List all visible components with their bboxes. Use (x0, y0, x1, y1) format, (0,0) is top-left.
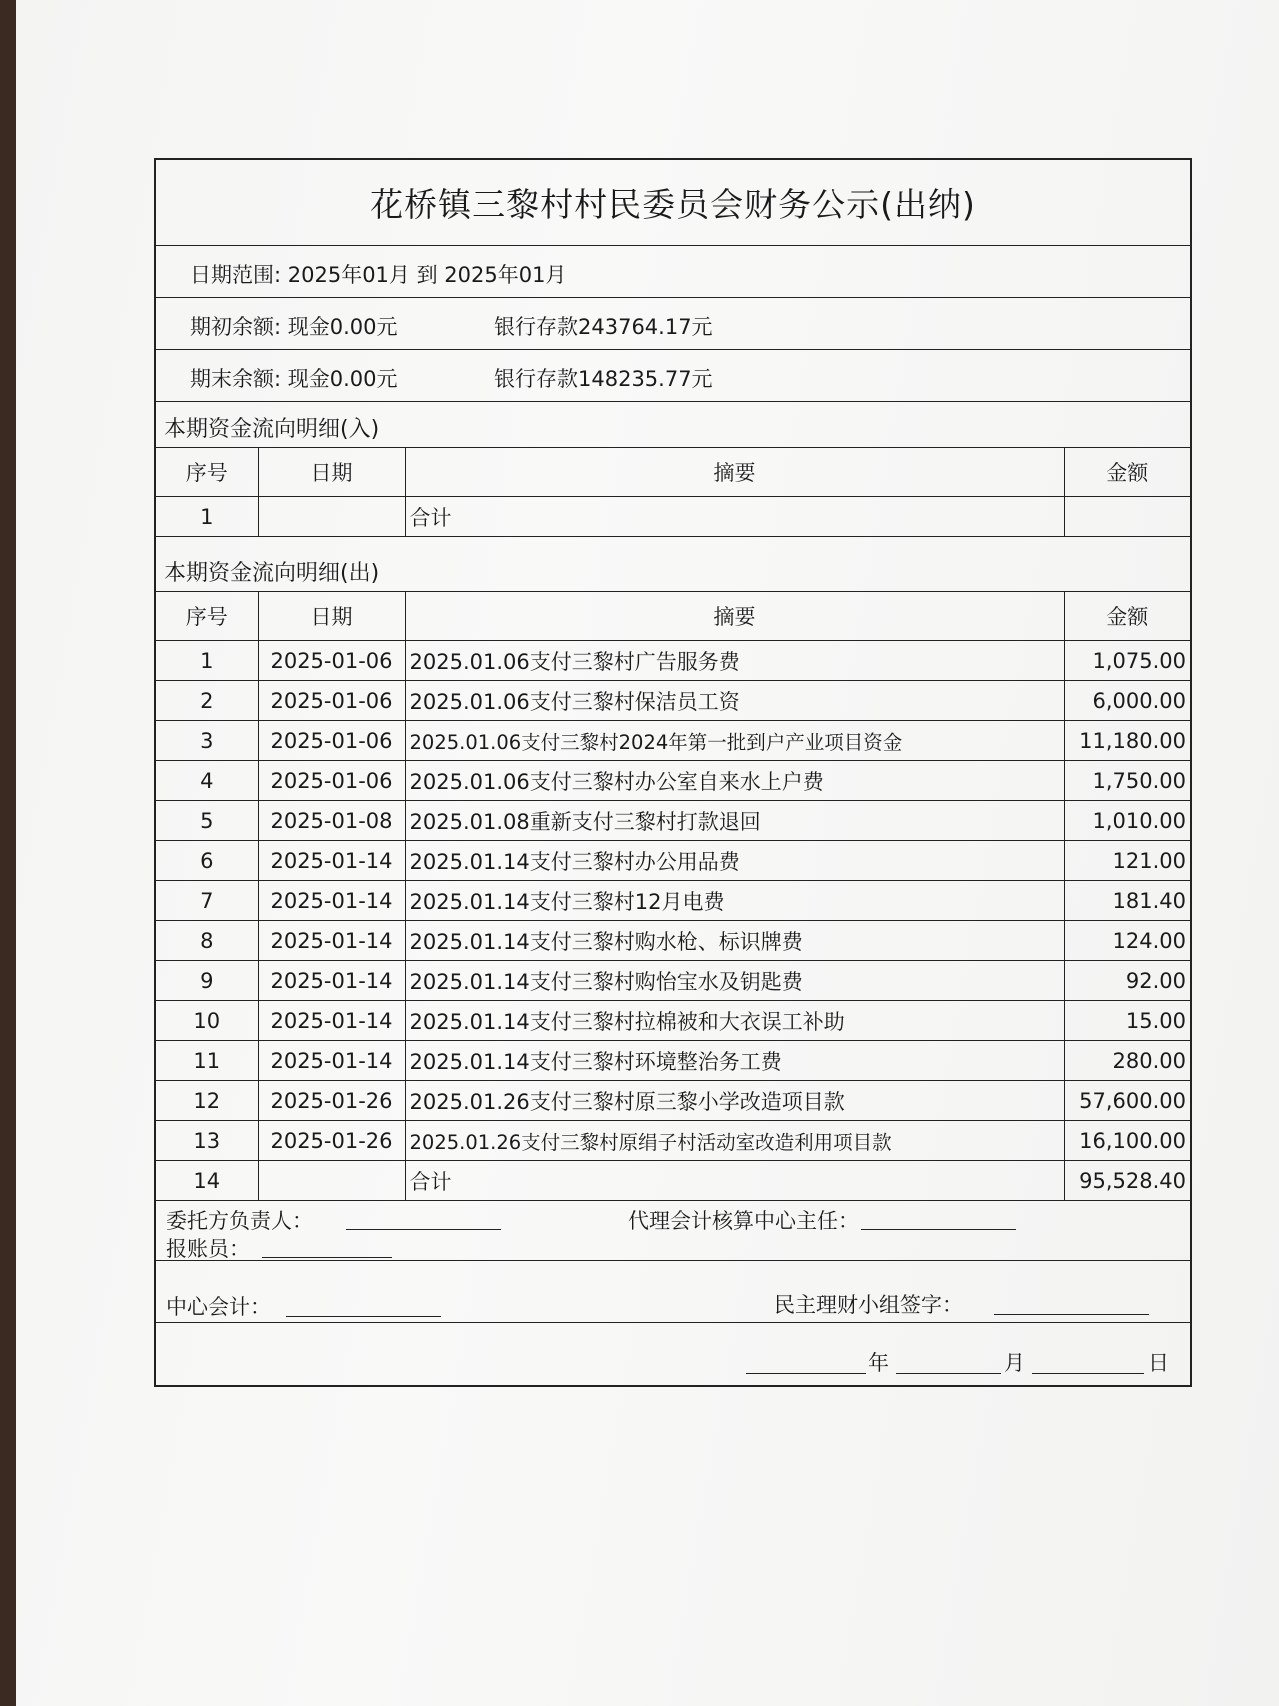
client-head-line (346, 1229, 501, 1230)
income-table (156, 447, 1190, 537)
finance-form (154, 158, 1192, 1387)
expense-section-title: 本期资金流向明细(出) (164, 561, 380, 586)
row-amount: 124.00 (1064, 921, 1190, 961)
row-date: 2025-01-14 (258, 921, 405, 961)
finance-group-line (994, 1314, 1149, 1315)
row-no: 3 (156, 721, 258, 761)
row-no: 1 (156, 641, 258, 681)
row-date: 2025-01-26 (258, 1081, 405, 1121)
row-desc: 合计 (405, 1161, 1064, 1201)
table-row (156, 801, 1190, 841)
paper-sheet (16, 0, 1279, 1706)
row-date: 2025-01-06 (258, 721, 405, 761)
row-no: 8 (156, 921, 258, 961)
row-desc: 2025.01.06支付三黎村保洁员工资 (405, 681, 1064, 721)
table-row (156, 761, 1190, 801)
row-no: 14 (156, 1161, 258, 1201)
center-accountant-line (286, 1316, 441, 1317)
header-no: 序号 (156, 448, 258, 497)
year-label: 年 (868, 1351, 889, 1375)
closing-bank: 银行存款148235.77元 (494, 367, 713, 391)
month-line (896, 1373, 1001, 1374)
center-director-label: 代理会计核算中心主任： (628, 1209, 859, 1233)
row-no: 11 (156, 1041, 258, 1081)
row-no: 13 (156, 1121, 258, 1161)
row-desc: 2025.01.14支付三黎村购水枪、标识牌费 (405, 921, 1064, 961)
month-label: 月 (1004, 1351, 1025, 1375)
row-no: 4 (156, 761, 258, 801)
header-desc: 摘要 (405, 448, 1064, 497)
row-desc: 2025.01.26支付三黎村原绢子村活动室改造利用项目款 (405, 1121, 1064, 1161)
closing-balance-row (156, 350, 1190, 402)
row-date: 2025-01-06 (258, 641, 405, 681)
income-header-row (156, 448, 1190, 497)
row-date: 2025-01-14 (258, 841, 405, 881)
row-amount: 1,075.00 (1064, 641, 1190, 681)
row-amount: 6,000.00 (1064, 681, 1190, 721)
row-amount: 1,010.00 (1064, 801, 1190, 841)
signature-row-2 (156, 1261, 1190, 1323)
row-amount: 121.00 (1064, 841, 1190, 881)
header-desc: 摘要 (405, 592, 1064, 641)
row-date: 2025-01-06 (258, 761, 405, 801)
row-desc: 2025.01.06支付三黎村广告服务费 (405, 641, 1064, 681)
row-date: 2025-01-26 (258, 1121, 405, 1161)
row-amount: 181.40 (1064, 881, 1190, 921)
row-desc: 2025.01.14支付三黎村办公用品费 (405, 841, 1064, 881)
row-amount: 57,600.00 (1064, 1081, 1190, 1121)
page-title: 花桥镇三黎村村民委员会财务公示(出纳) (370, 185, 976, 224)
table-row (156, 641, 1190, 681)
opening-bank: 银行存款243764.17元 (494, 315, 713, 339)
opening-balance-row (156, 298, 1190, 350)
header-date: 日期 (258, 448, 405, 497)
row-no: 5 (156, 801, 258, 841)
day-label: 日 (1148, 1351, 1169, 1375)
table-row (156, 881, 1190, 921)
opening-cash: 期初余额: 现金0.00元 (190, 315, 398, 339)
year-line (746, 1373, 866, 1374)
row-desc: 2025.01.14支付三黎村购怡宝水及钥匙费 (405, 961, 1064, 1001)
row-desc: 2025.01.06支付三黎村2024年第一批到户产业项目资金 (405, 721, 1064, 761)
row-amount (1064, 497, 1190, 537)
row-date (258, 1161, 405, 1201)
row-desc: 2025.01.14支付三黎村12月电费 (405, 881, 1064, 921)
table-row (156, 1001, 1190, 1041)
table-row (156, 681, 1190, 721)
row-amount: 280.00 (1064, 1041, 1190, 1081)
table-row (156, 497, 1190, 537)
row-date: 2025-01-08 (258, 801, 405, 841)
table-row (156, 961, 1190, 1001)
client-head-label: 委托方负责人： (166, 1209, 313, 1233)
header-amount: 金额 (1064, 448, 1190, 497)
row-no: 9 (156, 961, 258, 1001)
row-desc: 2025.01.06支付三黎村办公室自来水上户费 (405, 761, 1064, 801)
row-date: 2025-01-14 (258, 1001, 405, 1041)
date-range-row (156, 246, 1190, 298)
table-row (156, 721, 1190, 761)
table-row (156, 1121, 1190, 1161)
row-date (258, 497, 405, 537)
table-row-total (156, 1161, 1190, 1201)
bookkeeper-line (262, 1257, 392, 1258)
row-desc: 2025.01.26支付三黎村原三黎小学改造项目款 (405, 1081, 1064, 1121)
table-row (156, 921, 1190, 961)
row-amount: 11,180.00 (1064, 721, 1190, 761)
table-row (156, 1041, 1190, 1081)
expense-table (156, 591, 1190, 1201)
header-no: 序号 (156, 592, 258, 641)
header-date: 日期 (258, 592, 405, 641)
row-date: 2025-01-06 (258, 681, 405, 721)
row-no: 10 (156, 1001, 258, 1041)
bookkeeper-label: 报账员： (166, 1237, 250, 1261)
row-desc: 合计 (405, 497, 1064, 537)
income-section-title: 本期资金流向明细(入) (164, 417, 380, 442)
day-line (1032, 1373, 1144, 1374)
row-amount: 1,750.00 (1064, 761, 1190, 801)
date-range: 日期范围: 2025年01月 到 2025年01月 (190, 263, 567, 287)
row-desc: 2025.01.14支付三黎村拉棉被和大衣误工补助 (405, 1001, 1064, 1041)
row-amount: 16,100.00 (1064, 1121, 1190, 1161)
center-accountant-label: 中心会计： (166, 1295, 271, 1319)
table-row (156, 1081, 1190, 1121)
expense-header-row (156, 592, 1190, 641)
center-director-line (861, 1229, 1016, 1230)
date-row (156, 1323, 1190, 1385)
row-no: 12 (156, 1081, 258, 1121)
row-amount: 92.00 (1064, 961, 1190, 1001)
closing-cash: 期末余额: 现金0.00元 (190, 367, 398, 391)
table-row (156, 841, 1190, 881)
row-date: 2025-01-14 (258, 1041, 405, 1081)
row-no: 7 (156, 881, 258, 921)
title-row (156, 160, 1190, 246)
row-no: 2 (156, 681, 258, 721)
signature-row-1 (156, 1201, 1190, 1261)
income-section-title-row (156, 402, 1190, 447)
row-date: 2025-01-14 (258, 961, 405, 1001)
expense-section-title-row (156, 537, 1190, 591)
finance-group-label: 民主理财小组签字： (774, 1293, 963, 1317)
row-desc: 2025.01.08重新支付三黎村打款退回 (405, 801, 1064, 841)
row-date: 2025-01-14 (258, 881, 405, 921)
header-amount: 金额 (1064, 592, 1190, 641)
row-amount: 15.00 (1064, 1001, 1190, 1041)
row-no: 1 (156, 497, 258, 537)
row-amount: 95,528.40 (1064, 1161, 1190, 1201)
row-desc: 2025.01.14支付三黎村环境整治务工费 (405, 1041, 1064, 1081)
row-no: 6 (156, 841, 258, 881)
